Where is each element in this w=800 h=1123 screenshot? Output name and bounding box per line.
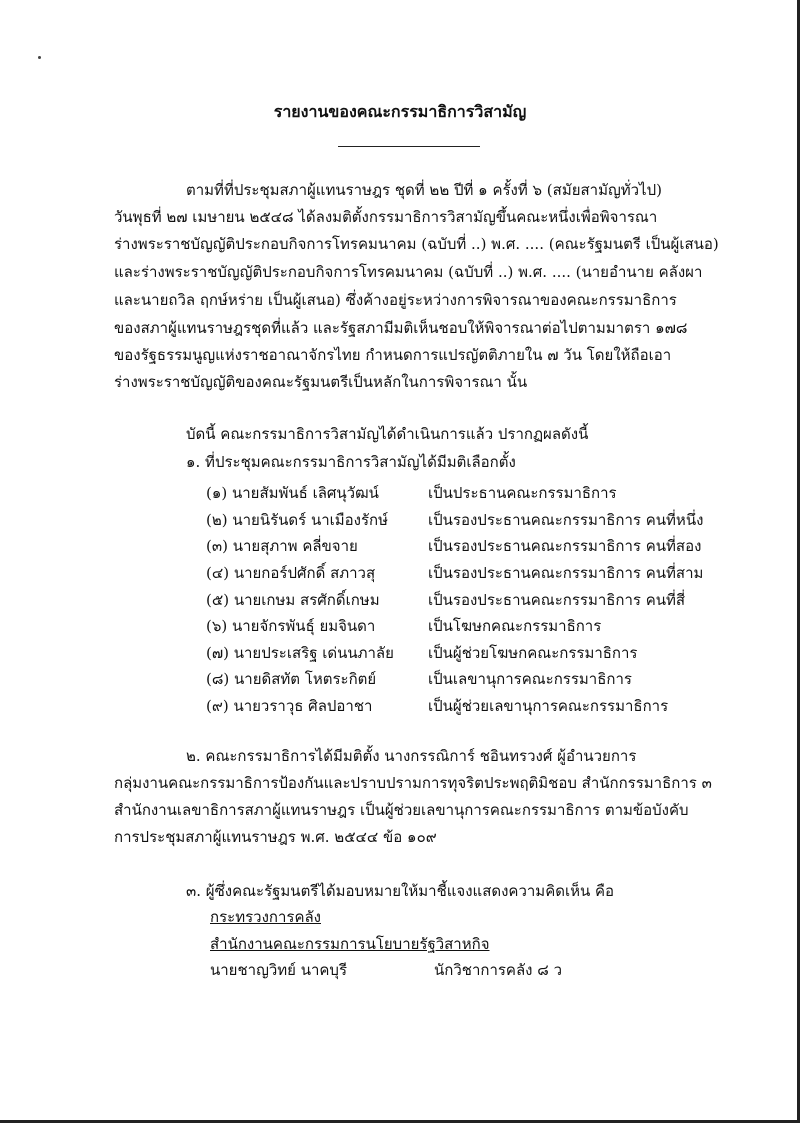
member-name: (๔) นายกอร์ปศักดิ์ สภาวสุ	[206, 564, 376, 582]
intro-line: ร่างพระราชบัญญัติของคณะรัฐมนตรีเป็นหลักในการพิจารณา นั้น	[114, 373, 528, 391]
official-name: นายชาญวิทย์ นาคบุรี	[210, 961, 348, 979]
intro-line: วันพุธที่ ๒๗ เมษายน ๒๕๔๘ ได้ลงมติตั้งกรรมาธิการวิสามัญขึ้นคณะหนึ่งเพื่อพิจารณา	[114, 208, 658, 226]
member-name: (๑) นายสัมพันธ์ เลิศนุวัฒน์	[206, 484, 379, 502]
intro-line: ตามที่ที่ประชุมสภาผู้แทนราษฎร ชุดที่ ๒๒ ปีที่ ๑ ครั้งที่ ๖ (สมัยสามัญทั่วไป)	[186, 181, 662, 199]
title-underline	[338, 146, 480, 147]
office-heading: สำนักงานคณะกรรมการนโยบายรัฐวิสาหกิจ	[210, 935, 490, 953]
intro-line: ของรัฐธรรมนูญแห่งราชอาณาจักรไทย กำหนดการแปรญัตติภายใน ๗ วัน โดยให้ถือเอา	[114, 346, 672, 364]
member-role: เป็นรองประธานคณะกรรมาธิการ คนที่สาม	[428, 564, 704, 582]
member-name: (๗) นายประเสริฐ เด่นนภาลัย	[206, 644, 394, 662]
scan-speck	[38, 56, 41, 59]
member-name: (๖) นายจักรพันธุ์ ยมจินดา	[206, 617, 376, 635]
section2-line: การประชุมสภาผู้แทนราษฎร พ.ศ. ๒๕๔๔ ข้อ ๑๐๙	[114, 828, 437, 846]
document-title: รายงานของคณะกรรมาธิการวิสามัญ	[273, 102, 527, 121]
member-name: (๘) นายดิสทัต โหตระกิตย์	[206, 670, 377, 688]
member-role: เป็นผู้ช่วยเลขานุการคณะกรรมาธิการ	[428, 697, 669, 715]
section2-line: สำนักงานเลขาธิการสภาผู้แทนราษฎร เป็นผู้ช่วยเลขานุการคณะกรรมาธิการ ตามข้อบังคับ	[114, 801, 689, 819]
member-role: เป็นเลขานุการคณะกรรมาธิการ	[428, 670, 632, 688]
section1-heading: ๑. ที่ประชุมคณะกรรมาธิการวิสามัญได้มีมติเลือกตั้ง	[186, 453, 516, 471]
member-role: เป็นโฆษกคณะกรรมาธิการ	[428, 617, 602, 635]
member-name: (๕) นายเกษม สรศักดิ์เกษม	[206, 591, 380, 609]
member-name: (๒) นายนิรันดร์ นาเมืองรักษ์	[206, 511, 389, 529]
official-position: นักวิชาการคลัง ๘ ว	[434, 961, 563, 979]
progress-statement: บัดนี้ คณะกรรมาธิการวิสามัญได้ดำเนินการแล้ว ปรากฏผลดังนี้	[186, 425, 589, 443]
intro-line: และร่างพระราชบัญญัติประกอบกิจการโทรคมนาคม (ฉบับที่ ..) พ.ศ. .... (นายอำนาย คลังผา	[114, 263, 703, 281]
member-name: (๙) นายวราวุธ ศิลปอาชา	[206, 697, 373, 715]
member-role: เป็นผู้ช่วยโฆษกคณะกรรมาธิการ	[428, 644, 638, 662]
member-name: (๓) นายสุภาพ คลี่ขจาย	[206, 537, 358, 555]
intro-line: ของสภาผู้แทนราษฎรชุดที่แล้ว และรัฐสภามีมติเห็นชอบให้พิจารณาต่อไปตามมาตรา ๑๗๘	[114, 319, 688, 337]
section2-line: ๒. คณะกรรมาธิการได้มีมติตั้ง นางกรรณิการ์ ชอินทรวงศ์ ผู้อำนวยการ	[186, 747, 637, 765]
section3-heading: ๓. ผู้ซึ่งคณะรัฐมนตรีได้มอบหมายให้มาชี้แจงแสดงความคิดเห็น คือ	[186, 882, 615, 900]
ministry-heading: กระทรวงการคลัง	[210, 908, 321, 926]
member-role: เป็นประธานคณะกรรมาธิการ	[428, 484, 617, 502]
member-role: เป็นรองประธานคณะกรรมาธิการ คนที่หนึ่ง	[428, 511, 704, 529]
member-role: เป็นรองประธานคณะกรรมาธิการ คนที่สอง	[428, 537, 702, 555]
intro-line: และนายถวิล ฤกษ์หร่าย เป็นผู้เสนอ) ซึ่งค้างอยู่ระหว่างการพิจารณาของคณะกรรมาธิการ	[114, 291, 677, 309]
section2-line: กลุ่มงานคณะกรรมาธิการป้องกันและปราบปรามการทุจริตประพฤติมิชอบ สำนักกรรมาธิการ ๓	[114, 774, 712, 792]
member-role: เป็นรองประธานคณะกรรมาธิการ คนที่สี่	[428, 591, 686, 609]
intro-line: ร่างพระราชบัญญัติประกอบกิจการโทรคมนาคม (ฉบับที่ ..) พ.ศ. .... (คณะรัฐมนตรี เป็นผู้เสนอ)	[114, 235, 719, 253]
